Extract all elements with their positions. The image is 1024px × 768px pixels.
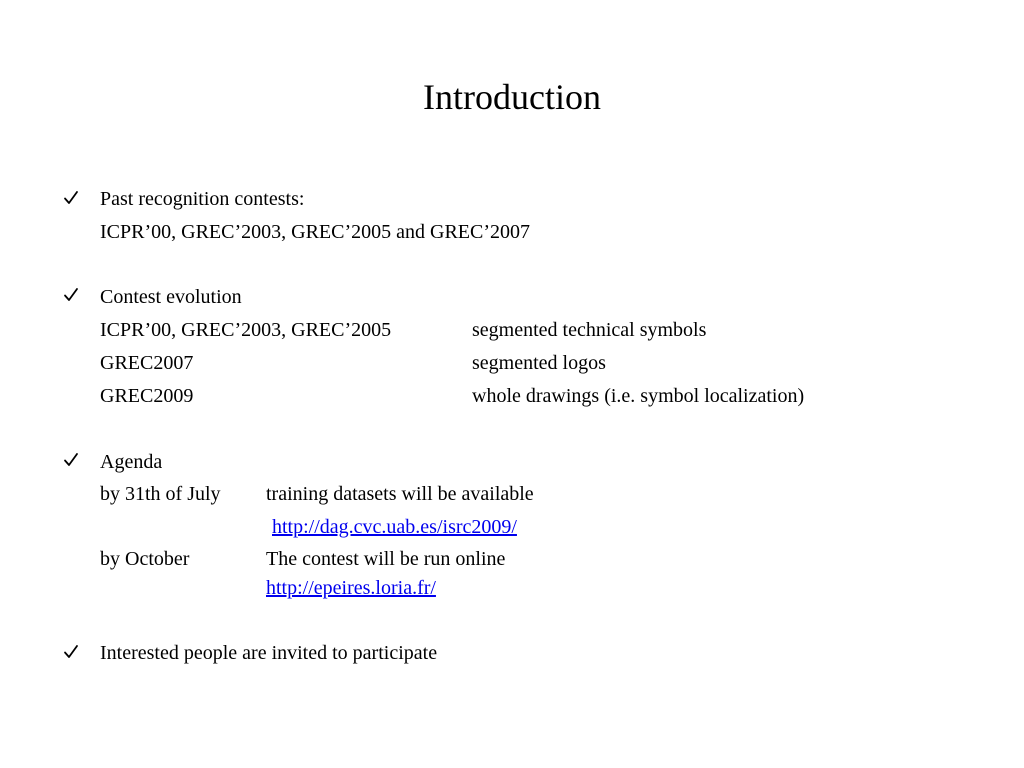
evolution-row-value: segmented technical symbols — [472, 319, 707, 341]
agenda-heading: Agenda — [100, 451, 163, 473]
evolution-row-value: segmented logos — [472, 352, 606, 374]
agenda-date: by 31th of July — [100, 483, 221, 505]
agenda-description: The contest will be run online — [266, 548, 506, 570]
evolution-row-label: GREC2009 — [100, 385, 194, 407]
agenda-description: training datasets will be available — [266, 483, 534, 505]
contest-online-link[interactable]: http://epeires.loria.fr/ — [266, 577, 436, 599]
slide-title: Introduction — [423, 77, 601, 117]
checkmark-icon — [63, 190, 79, 206]
evolution-row-label: ICPR’00, GREC’2003, GREC’2005 — [100, 319, 392, 341]
checkmark-icon — [63, 452, 79, 468]
training-datasets-link[interactable]: http://dag.cvc.uab.es/isrc2009/ — [272, 516, 517, 538]
checkmark-icon — [63, 287, 79, 303]
past-contests-heading: Past recognition contests: — [100, 188, 305, 210]
past-contests-list: ICPR’00, GREC’2003, GREC’2005 and GREC’2007 — [100, 221, 530, 243]
evolution-row-value: whole drawings (i.e. symbol localization) — [472, 385, 805, 407]
evolution-row-label: GREC2007 — [100, 352, 194, 374]
contest-evolution-heading: Contest evolution — [100, 286, 242, 308]
agenda-date: by October — [100, 548, 190, 570]
participation-invitation: Interested people are invited to participate — [100, 642, 438, 664]
checkmark-icon — [63, 644, 79, 660]
